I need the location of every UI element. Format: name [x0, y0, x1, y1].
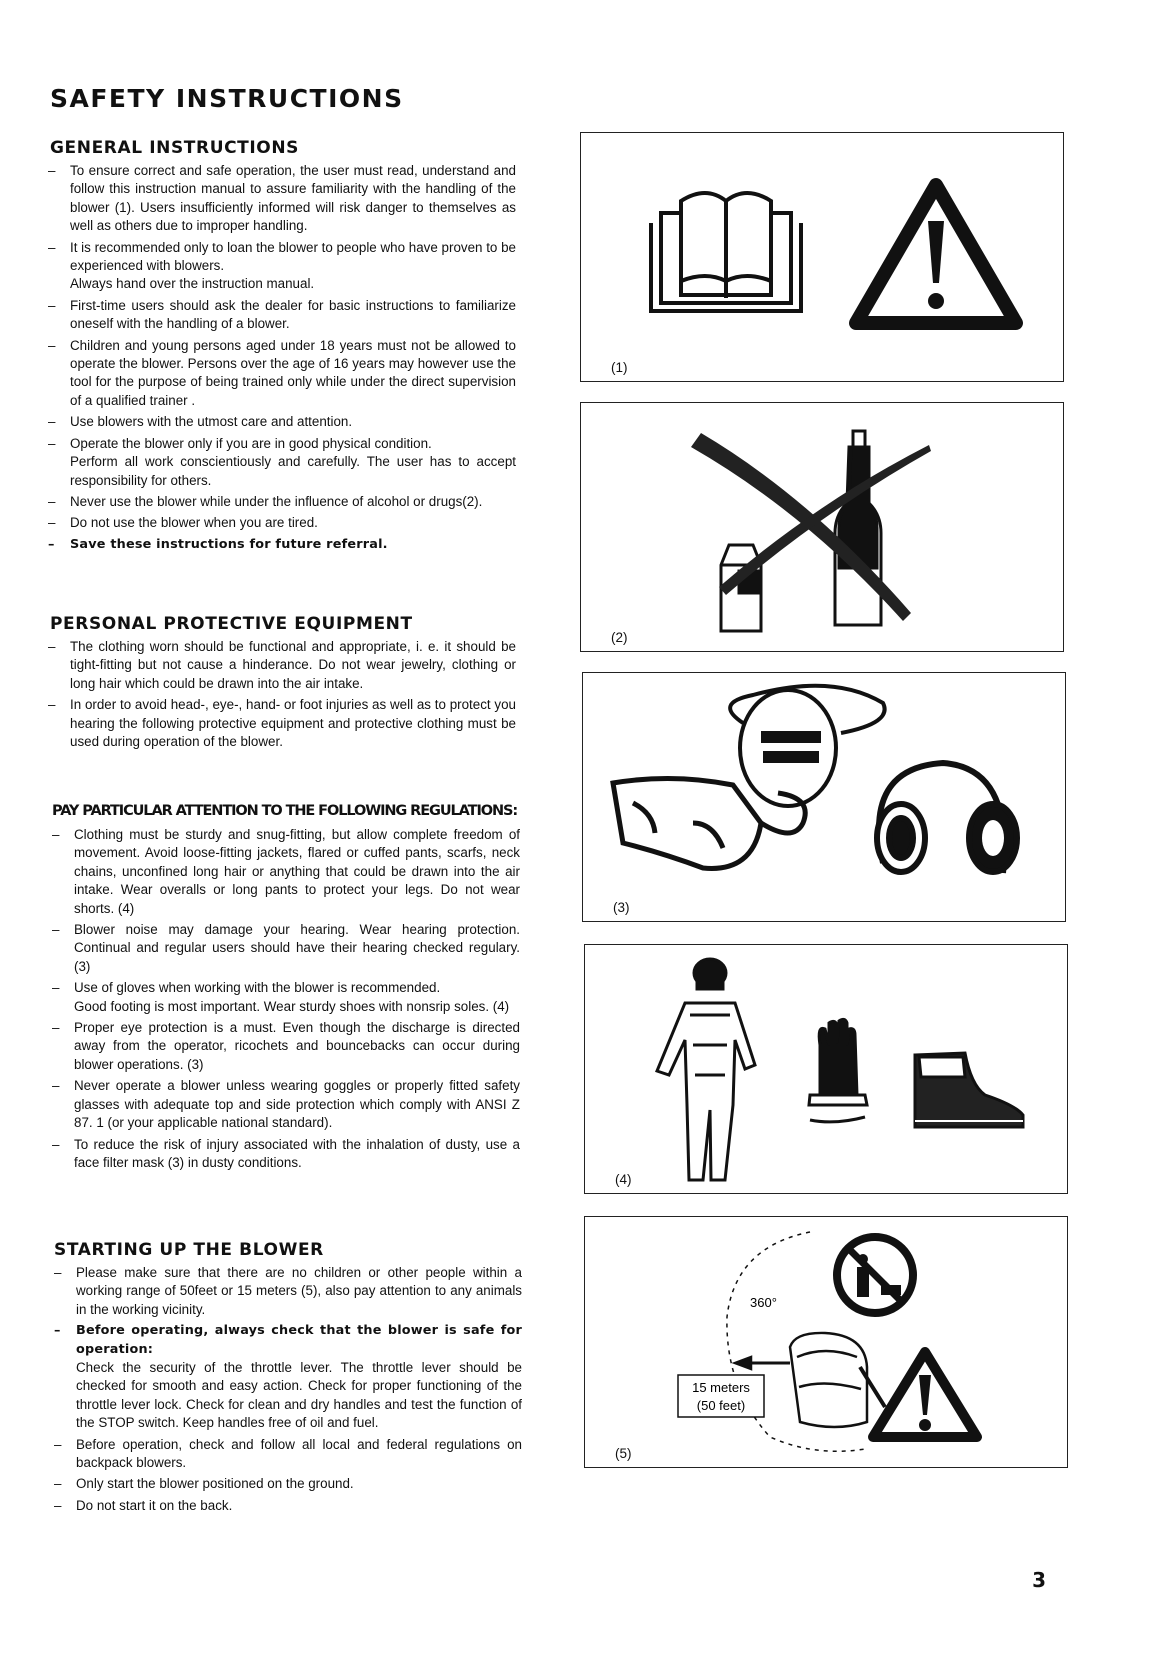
list-item — [52, 1077, 520, 1132]
list-item-text: First-time users should ask the dealer for basic instructions to familiarize oneself with the handling of a blower. — [70, 297, 516, 332]
warning-triangle-icon — [873, 1352, 977, 1437]
list-item — [54, 1436, 522, 1473]
list-item — [48, 696, 516, 751]
list-item-text: Save these instructions for future referral. — [70, 536, 388, 552]
list-item-subtext: Check the security of the throttle lever. The throttle lever should be checked for smooth and easy action. Check for proper functioning of the throttle lever lock. Check for clean and dry handles and test the function of the STOP switch. Keep handles free of oil and fuel. — [76, 1360, 522, 1431]
list-item-text: To ensure correct and safe operation, the user must read, understand and follow this instruction manual to assure familiarity with the handling of the blower (1). Users insufficiently informed will risk danger to themselves as well as others due to improper handling. — [70, 163, 516, 234]
list-item — [48, 162, 516, 236]
list-item-subtext: Perform all work conscientiously and carefully. The user has to accept responsibility for others. — [70, 454, 516, 488]
list-item-text: It is recommended only to loan the blower to people who have proven to be experienced with blowers. — [70, 239, 516, 274]
ppe-title: PERSONAL PROTECTIVE EQUIPMENT — [50, 614, 413, 634]
list-item-subtext: Good footing is most important. Wear sturdy shoes with nonsrip soles. (4) — [74, 998, 510, 1014]
figure-3-label: (3) — [613, 900, 630, 915]
list-item — [52, 1136, 520, 1173]
list-item — [48, 514, 516, 532]
starting-title: STARTING UP THE BLOWER — [54, 1240, 324, 1260]
list-item-text: Children and young persons aged under 18 years must not be allowed to operate the blower. Persons over the age of 16 years may however use the tool for the purpose of being trained only while under the direct supervision of a qualified trainer . — [70, 337, 516, 408]
list-item-text: Do not start it on the back. — [76, 1497, 233, 1513]
list-item-text: The clothing worn should be functional and appropriate, i. e. it should be tight-fitting but not cause a hinderance. Do not wear jewelry, clothing or long hair which could be drawn into the air intake. — [70, 639, 516, 691]
list-item — [48, 638, 516, 693]
bottle-icon — [835, 431, 881, 625]
list-item-text: Blower noise may damage your hearing. Wear hearing protection. Continual and regular users should have their hearing checked regulary. (3) — [74, 922, 520, 974]
list-item — [48, 536, 516, 554]
list-item — [52, 979, 520, 1016]
list-item — [48, 493, 516, 511]
figure-2-label: (2) — [611, 630, 628, 645]
list-item-text: Operate the blower only if you are in good physical condition. — [70, 435, 432, 451]
worker-protective-clothing-icon — [657, 959, 755, 1180]
general-instructions-list — [48, 162, 516, 557]
list-item — [54, 1497, 522, 1515]
starting-list — [54, 1264, 522, 1518]
list-item — [48, 413, 516, 431]
list-item-text: Proper eye protection is a must. Even though the discharge is directed away from the operator, ricochets and bouncebacks can occur during blower operations. (3) — [74, 1020, 520, 1072]
face-mask-icon — [730, 686, 884, 806]
list-item-text: Use blowers with the utmost care and attention. — [70, 414, 353, 430]
list-item-text: Clothing must be sturdy and snug-fitting, but allow complete freedom of movement. Avoid loose-fitting jackets, flared or cuffed pants, scarfs, neck chains, unconfined long hair or anything that could be drawn into the air intake. Wear overalls or long pants to protect your legs. Do not wear shorts. (4) — [74, 827, 520, 916]
figure-4 — [584, 944, 1068, 1194]
list-item — [48, 239, 516, 294]
list-item-text: Use of gloves when working with the blower is recommended. — [74, 980, 441, 996]
page-number: 3 — [1032, 1568, 1046, 1592]
boot-icon — [915, 1053, 1023, 1127]
list-item-text: Do not use the blower when you are tired. — [70, 515, 318, 531]
no-people-animals-icon — [837, 1237, 913, 1313]
figure-5 — [584, 1216, 1068, 1468]
figure-3 — [582, 672, 1066, 922]
list-item-text: Before operation, check and follow all local and federal regulations on backpack blowers. — [76, 1436, 522, 1471]
list-item-text: To reduce the risk of injury associated with the inhalation of dusty, use a face filter mask (3) in dusty conditions. — [74, 1136, 520, 1170]
list-item — [48, 297, 516, 334]
regulations-list — [52, 826, 520, 1175]
figure-4-label: (4) — [615, 1172, 632, 1187]
figure-1-label: (1) — [611, 360, 628, 375]
distance-box — [678, 1375, 764, 1417]
glove-icon — [809, 1019, 867, 1122]
figure-2 — [580, 402, 1064, 652]
list-item-text: Never operate a blower unless wearing goggles or properly fitted safety glasses with adequate top and side protection which comply with ANSI Z 87. 1 (or your applicable national standard). — [74, 1078, 520, 1131]
list-item — [52, 1019, 520, 1074]
general-instructions-title: GENERAL INSTRUCTIONS — [50, 138, 300, 158]
list-item — [48, 435, 516, 490]
list-item — [54, 1322, 522, 1432]
list-item-text: Please make sure that there are no children or other people within a working range of 50feet or 15 meters (5), also pay attention to any animals in the working vicinity. — [76, 1265, 522, 1317]
angle-label: 360° — [750, 1295, 777, 1310]
list-item — [48, 337, 516, 411]
safety-goggles-icon — [613, 778, 805, 868]
cross-out-icon — [691, 433, 931, 621]
list-item — [52, 826, 520, 918]
manual-book-icon — [651, 193, 801, 311]
distance-meters: 15 meters — [692, 1380, 750, 1395]
list-item — [54, 1264, 522, 1319]
list-item-text: Never use the blower while under the influence of alcohol or drugs(2). — [70, 493, 483, 509]
list-item-subtext: Always hand over the instruction manual. — [70, 276, 315, 292]
list-item-text: Only start the blower positioned on the ground. — [76, 1476, 354, 1492]
warning-triangle-icon — [856, 185, 1016, 323]
page-title: SAFETY INSTRUCTIONS — [50, 84, 404, 113]
list-item-text: In order to avoid head-, eye-, hand- or foot injuries as well as to protect you hearing the following protective equipment and protective clothing must be used during operation of the blower. — [70, 697, 516, 750]
list-item — [54, 1475, 522, 1493]
distance-feet: (50 feet) — [696, 1398, 746, 1413]
list-item-text: Before operating, always check that the blower is safe for operation: — [76, 1323, 522, 1357]
regulations-title: PAY PARTICULAR ATTENTION TO THE FOLLOWING REGULATIONS: — [52, 803, 518, 819]
list-item — [52, 921, 520, 976]
ppe-list — [48, 638, 516, 754]
figure-1 — [580, 132, 1064, 382]
ear-protectors-icon — [877, 763, 1017, 873]
figure-5-label: (5) — [615, 1446, 632, 1461]
